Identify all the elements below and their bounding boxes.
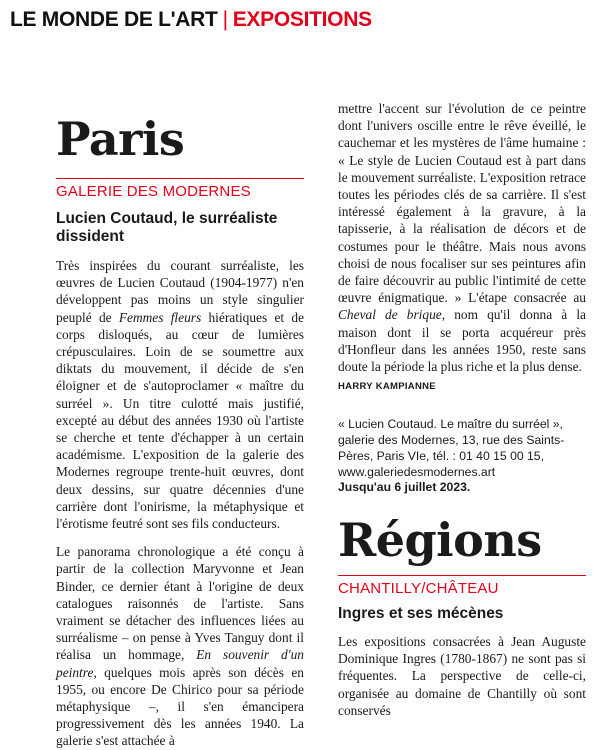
magazine-brand: LE MONDE DE L'ART bbox=[10, 8, 218, 31]
article-paragraph: mettre l'accent sur l'évolution de ce peintre dont l'univers oscille entre le rêve éveillé, le cauchemar et les mystères de l'âme humaine : « Le style de Lucien Coutaud est à part dans le mouvement surréaliste. L'exposition retrace toutes les périodes clés de sa carrière. Il s'est intéressé également à la gravure, à la tapisserie, à la réalisation de décors et de costumes pour le théâtre. Mais nous avons choisi de nous focaliser sur ses peintures afin de faire découvrir au public l'intimité de cette œuvre énigmatique. » L'étape consacrée au Cheval de brique, nom qu'il donna à la maison dont il se porta acquéreur près d'Honfleur dans les années 1950, reste sans doute la période la plus riche et la plus dense. bbox=[338, 101, 587, 375]
city-heading-regions: Régions bbox=[338, 513, 542, 567]
venue-name: CHANTILLY/CHÂTEAU bbox=[338, 580, 499, 597]
article-paragraph: Les expositions consacrées à Jean Auguste Dominique Ingres (1780-1867) ne sont pas si fréquentes. La perspective de celle-ci, organisée au domaine de Chantilly où sont conservés bbox=[338, 634, 586, 718]
city-heading-paris: Paris bbox=[56, 112, 185, 166]
paris-article-continued bbox=[338, 100, 586, 496]
author-byline: HARRY KAMPIANNE bbox=[338, 381, 436, 393]
article-paragraph: Très inspirées du courant surréaliste, les œuvres de Lucien Coutaud (1904-1977) n'en développent pas moins un style singulier peuplé de Femmes fleurs hiératiques et de corps disloqués, au cœur de lumières crépusculaires. Loin de se soumettre aux diktats du mouvement, il décide de s'en éloigner et de s'autoproclamer « maître du surréel ». Un titre culotté mais justifié, excepté au début des années 1930 où l'artiste se cherche et tente d'échapper à un certain académisme. L'exposition de la galerie des Modernes regroupe trente-huit œuvres, dont deux dessins, sur quatre décennies d'une carrière dont l'onirisme, la métaphysique et l'érotisme feutré sont ses fils conducteurs. bbox=[56, 258, 305, 532]
exhibition-end-date: Jusqu'au 6 juillet 2023. bbox=[338, 480, 471, 495]
section-title: EXPOSITIONS bbox=[232, 8, 372, 31]
magazine-header bbox=[10, 8, 372, 40]
article-paragraph: Le panorama chronologique a été conçu à partir de la collection Maryvonne et Jean Binder, ce dernier étant à l'origine de deux catalogues raisonnés de l'artiste. Sans vraiment se détacher des influences liées au surréalisme – on pense à Yves Tanguy dont il réalisa un hommage, En souvenir d'un peintre, quelques mois après son décès en 1955, ou encore De Chirico pour sa période métaphysique –, il s'en émancipera progressivement dès les années 1940. La galerie s'est attachée à bbox=[56, 544, 305, 749]
red-divider bbox=[338, 575, 586, 576]
header-separator: | bbox=[222, 8, 228, 31]
paris-article-column bbox=[56, 112, 304, 750]
article-headline: Ingres et ses mécènes bbox=[338, 605, 504, 622]
exhibition-info bbox=[338, 417, 586, 496]
red-divider bbox=[56, 178, 304, 179]
venue-name: GALERIE DES MODERNES bbox=[56, 183, 251, 200]
exhibition-details: « Lucien Coutaud. Le maître du surréel », galerie des Modernes, 13, rue des Saints-Pères, Paris VIe, tél. : 01 40 15 00 15, www.galeriedesmodernes.art bbox=[338, 417, 565, 479]
article-headline: Lucien Coutaud, le surréaliste dissident bbox=[56, 210, 278, 245]
regions-article bbox=[338, 513, 586, 719]
